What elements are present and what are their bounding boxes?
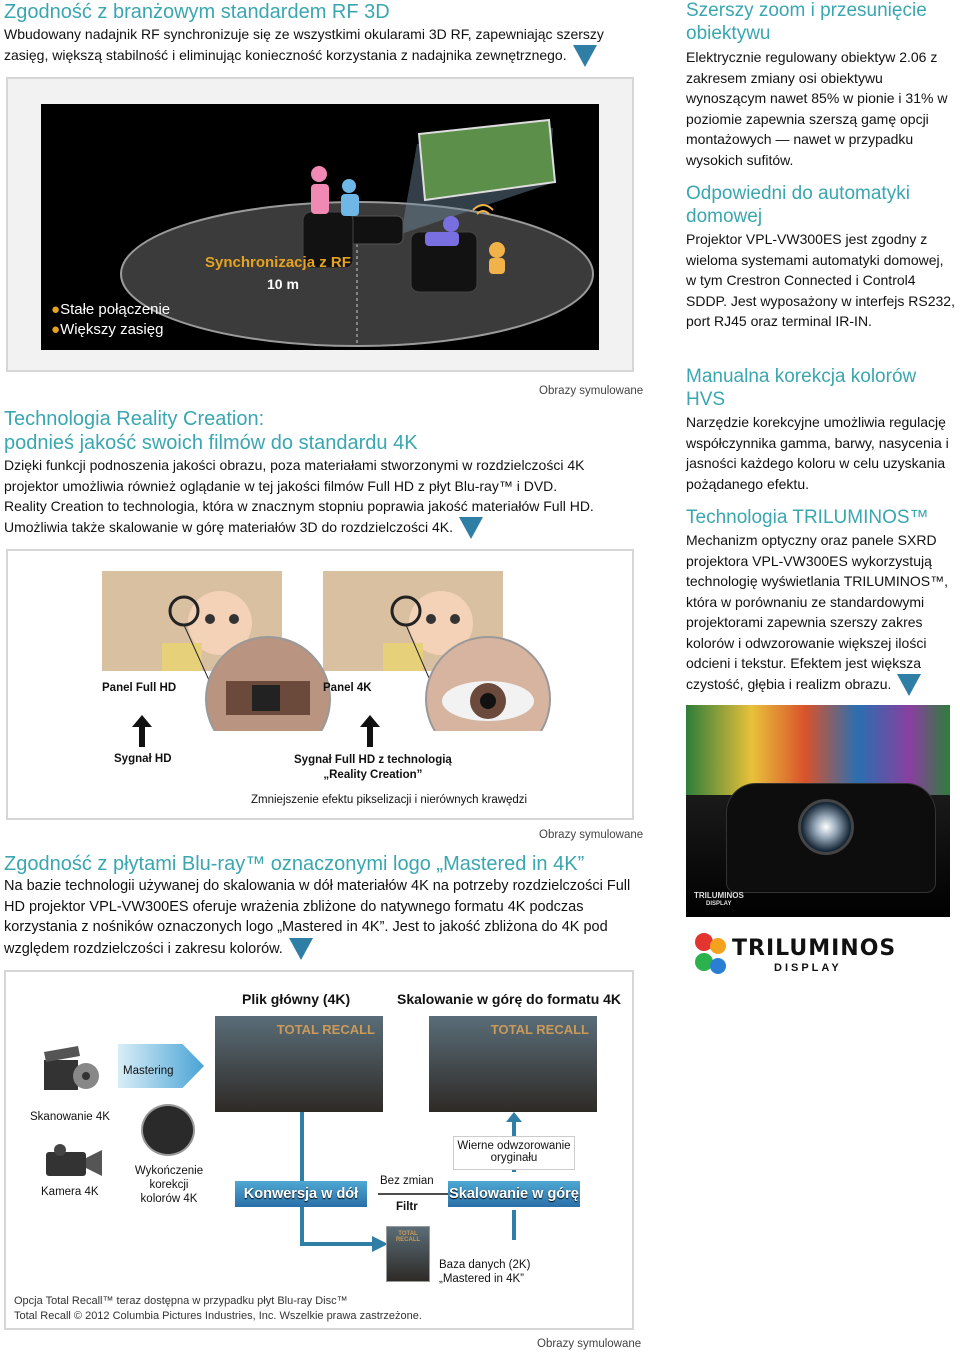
distance-label: 10 m [267, 276, 299, 292]
signal-hd-label: Sygnał HD [114, 753, 172, 765]
reality-body-1: Dzięki funkcji podnoszenia jakości obrazu, poza materiałami stworzonymi w rozdzielczości 4K projektor umożliwia również oglądanie w tej jakości filmów Full HD z płyt Blu-ray™ i DVD. [4, 457, 585, 494]
camera-icon [46, 1144, 102, 1180]
reality-body-2: Reality Creation to technologia, która w znacznym stopniu poprawia jakość materiałów Full HD. Umożliwia także skalowanie w górę materiałów 3D do rozdzielczości 4K. [4, 496, 634, 539]
bluray-body: Na bazie technologii używanej do skalowania w dół materiałów 4K na potrzeby rozdzielczości Full HD projektor VPL-VW300ES oferuje wrażenia zbliżone do natywnego formatu 4K podczas korzystania z nośników oznaczonych logo „Mastered in 4K”. Jest to jakość zbliżona do 4K pod względem rozdzielczości i zakresu kolorów. [4, 876, 634, 960]
mastering-label: Mastering [123, 1065, 174, 1077]
more-arrow-icon [897, 674, 921, 696]
simulated-note: Obrazy symulowane [539, 385, 644, 397]
poster-master: TOTAL RECALL [215, 1016, 383, 1112]
upscale-box: Skalowanie w górę [448, 1181, 580, 1207]
triluminos-logo-icon [694, 932, 728, 980]
color-grading-icon [141, 1104, 195, 1156]
bluray-disc-cover: TOTAL RECALL [386, 1226, 430, 1282]
tri-title: Technologia TRILUMINOS™ [686, 507, 929, 528]
reality-caption: Zmniejszenie efektu pikselizacji i nierównych krawędzi [251, 794, 528, 806]
bluray-title: Zgodność z płytami Blu-ray™ oznaczonymi logo „Mastered in 4K” [4, 853, 585, 875]
rf-diagram [6, 77, 634, 372]
downconvert-box: Konwersja w dół [235, 1181, 367, 1207]
master-file-label: Plik główny (4K) [242, 991, 351, 1007]
viewer-purple-icon [443, 216, 459, 232]
tri-body: Mechanizm optyczny oraz panele SXRD projektora VPL-VW300ES wykorzystują technologię wyświetlania TRILUMINOS™, która w porównaniu ze standardowymi projektorami zapewnia szerszy zakres kolorów i odwzorowanie większej ilości odcieni i tekstur. Efektem jest większa czystość, głębia i realizm obrazu. [686, 530, 960, 696]
more-arrow-icon [573, 45, 597, 67]
simulated-note: Obrazy symulowane [537, 1338, 642, 1350]
footnote-1: Opcja Total Recall™ teraz dostępna w przypadku płyt Blu-ray Disc™ [14, 1295, 348, 1307]
no-change-label: Bez zmian [380, 1175, 434, 1187]
color-corr-label: Wykończenie korekcji kolorów 4K [134, 1165, 204, 1205]
database-label: Baza danych (2K) „Mastered in 4K” [439, 1259, 531, 1285]
triluminos-badge: TRILUMINOS DISPLAY [694, 891, 744, 907]
projector-photo [686, 705, 950, 917]
home-body: Projektor VPL-VW300ES jest zgodny z wieloma systemami automatyki domowej, w tym Crestron Connected i Control4 SDDP. Jest wyposażony w interfejs RS232, port RJ45 oraz terminal IR-IN. [686, 231, 955, 329]
clapper-film-icon [42, 1046, 100, 1098]
panel-4k-label: Panel 4K [323, 682, 372, 694]
up-arrow-icon [360, 715, 380, 747]
triluminos-logo: TRILUMINOS DISPLAY [694, 932, 884, 982]
viewer-orange-icon [489, 242, 505, 258]
zoom-body: Elektrycznie regulowany obiektyw 2.06 z zakresem zmiany osi obiektywu wynoszącym nawet 85% w pionie i 31% w poziomie zapewnia szerszą gamę opcji montażowych — nawet w przypadku wysokich sufitów. [686, 49, 948, 168]
bluray-diagram [4, 970, 634, 1330]
camera-4k-label: Kamera 4K [41, 1186, 99, 1198]
lens-icon [798, 799, 854, 855]
rf-bullets [51, 300, 170, 340]
poster-upscaled: TOTAL RECALL [429, 1016, 597, 1112]
hvs-title: Manualna korekcja kolorów HVS [686, 366, 917, 410]
reality-photos [102, 571, 582, 731]
signal-fullhd-label: Sygnał Full HD z technologią „Reality Creation” [294, 754, 452, 781]
home-title: Odpowiedni do automatyki domowej [686, 183, 910, 227]
faithful-box: Wierne odwzorowanie oryginału [453, 1136, 575, 1170]
filter-label: Filtr [396, 1201, 418, 1213]
panel-fullhd-label: Panel Full HD [102, 682, 177, 694]
footnote-2: Total Recall © 2012 Columbia Pictures Industries, Inc. Wszelkie prawa zastrzeżone. [14, 1310, 422, 1322]
viewer-pink-icon [311, 166, 327, 182]
bullet-item: ●Większy zasięg [51, 321, 164, 338]
more-arrow-icon [289, 938, 313, 960]
up-arrow-icon [132, 715, 152, 747]
bullet-item: ●Stałe połączenie [51, 301, 171, 318]
rf-title: Zgodność z branżowym standardem RF 3D [4, 1, 390, 23]
reality-title-1: Technologia Reality Creation: [4, 408, 265, 430]
rf-body: Wbudowany nadajnik RF synchronizuje się ze wszystkimi okularami 3D RF, zapewniając szerszy zasięg, większą stabilność i eliminując konieczność korzystania z nadajnika zewnętrznego. [4, 24, 634, 67]
reality-title-2: podnieś jakość swoich filmów do standardu 4K [4, 432, 418, 454]
viewer-blue-icon [342, 179, 356, 193]
reality-diagram [6, 549, 634, 820]
upscale-4k-label: Skalowanie w górę do formatu 4K [397, 991, 622, 1007]
simulated-note: Obrazy symulowane [539, 829, 644, 841]
rf-scene [41, 104, 599, 350]
scan-4k-label: Skanowanie 4K [30, 1111, 110, 1123]
zoom-title: Szerszy zoom i przesunięcie obiektywu [686, 0, 927, 44]
more-arrow-icon [459, 517, 483, 539]
hvs-body: Narzędzie korekcyjne umożliwia regulację współczynnika gamma, barwy, nasycenia i jasności każdego koloru w celu uzyskania pożądanego efektu. [686, 414, 949, 492]
sync-label: Synchronizacja z RF [205, 254, 351, 271]
